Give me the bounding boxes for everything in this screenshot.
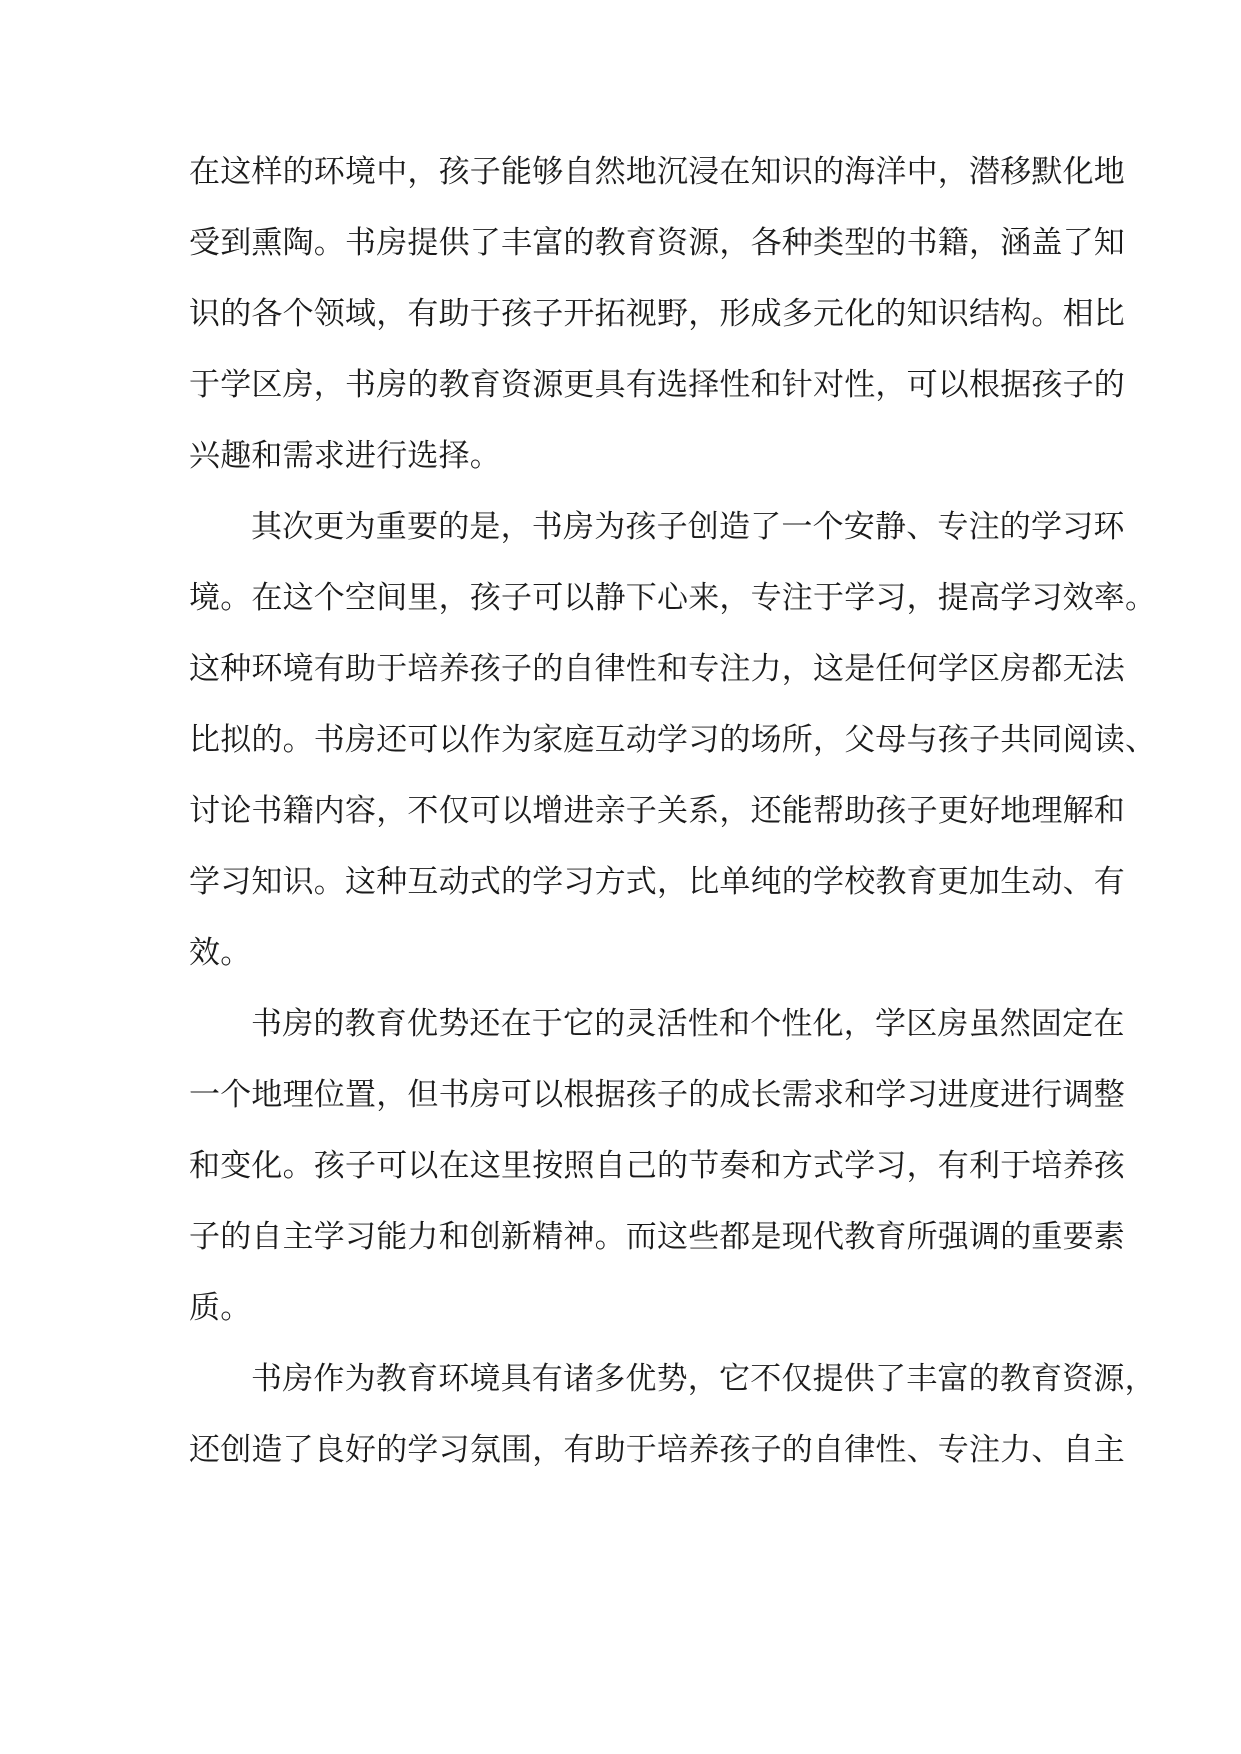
text-line: 讨论书籍内容，不仅可以增进亲子关系，还能帮助孩子更好地理解和	[189, 793, 1125, 829]
text-line: 子的自主学习能力和创新精神。而这些都是现代教育所强调的重要素	[189, 1219, 1125, 1255]
text-line: 学习知识。这种互动式的学习方式，比单纯的学校教育更加生动、有	[189, 864, 1125, 900]
text-line: 质。	[189, 1290, 252, 1326]
paragraph	[189, 1344, 1156, 1486]
text-line: 识的各个领域，有助于孩子开拓视野，形成多元化的知识结构。相比	[189, 296, 1125, 332]
text-line: 和变化。孩子可以在这里按照自己的节奏和方式学习，有利于培养孩	[189, 1148, 1125, 1184]
text-line: 这种环境有助于培养孩子的自律性和专注力，这是任何学区房都无法	[189, 651, 1125, 687]
paragraph	[189, 492, 1157, 989]
text-line: 效。	[189, 935, 252, 971]
document-body	[189, 137, 1157, 1486]
text-line: 一个地理位置，但书房可以根据孩子的成长需求和学习进度进行调整	[189, 1077, 1125, 1113]
text-line: 还创造了良好的学习氛围，有助于培养孩子的自律性、专注力、自主	[189, 1432, 1125, 1468]
text-line: 受到熏陶。书房提供了丰富的教育资源，各种类型的书籍，涵盖了知	[189, 225, 1125, 261]
paragraph	[189, 989, 1125, 1344]
text-line: 其次更为重要的是，书房为孩子创造了一个安静、专注的学习环	[251, 509, 1125, 545]
text-line: 书房作为教育环境具有诸多优势，它不仅提供了丰富的教育资源，	[251, 1361, 1156, 1397]
text-line: 兴趣和需求进行选择。	[189, 438, 501, 474]
text-line: 境。在这个空间里，孩子可以静下心来，专注于学习，提高学习效率。	[189, 580, 1157, 616]
text-line: 于学区房，书房的教育资源更具有选择性和针对性，可以根据孩子的	[189, 367, 1125, 403]
text-line: 书房的教育优势还在于它的灵活性和个性化，学区房虽然固定在	[251, 1006, 1125, 1042]
text-line: 在这样的环境中，孩子能够自然地沉浸在知识的海洋中，潜移默化地	[189, 154, 1125, 190]
paragraph	[189, 137, 1125, 492]
text-line: 比拟的。书房还可以作为家庭互动学习的场所，父母与孩子共同阅读、	[189, 722, 1157, 758]
